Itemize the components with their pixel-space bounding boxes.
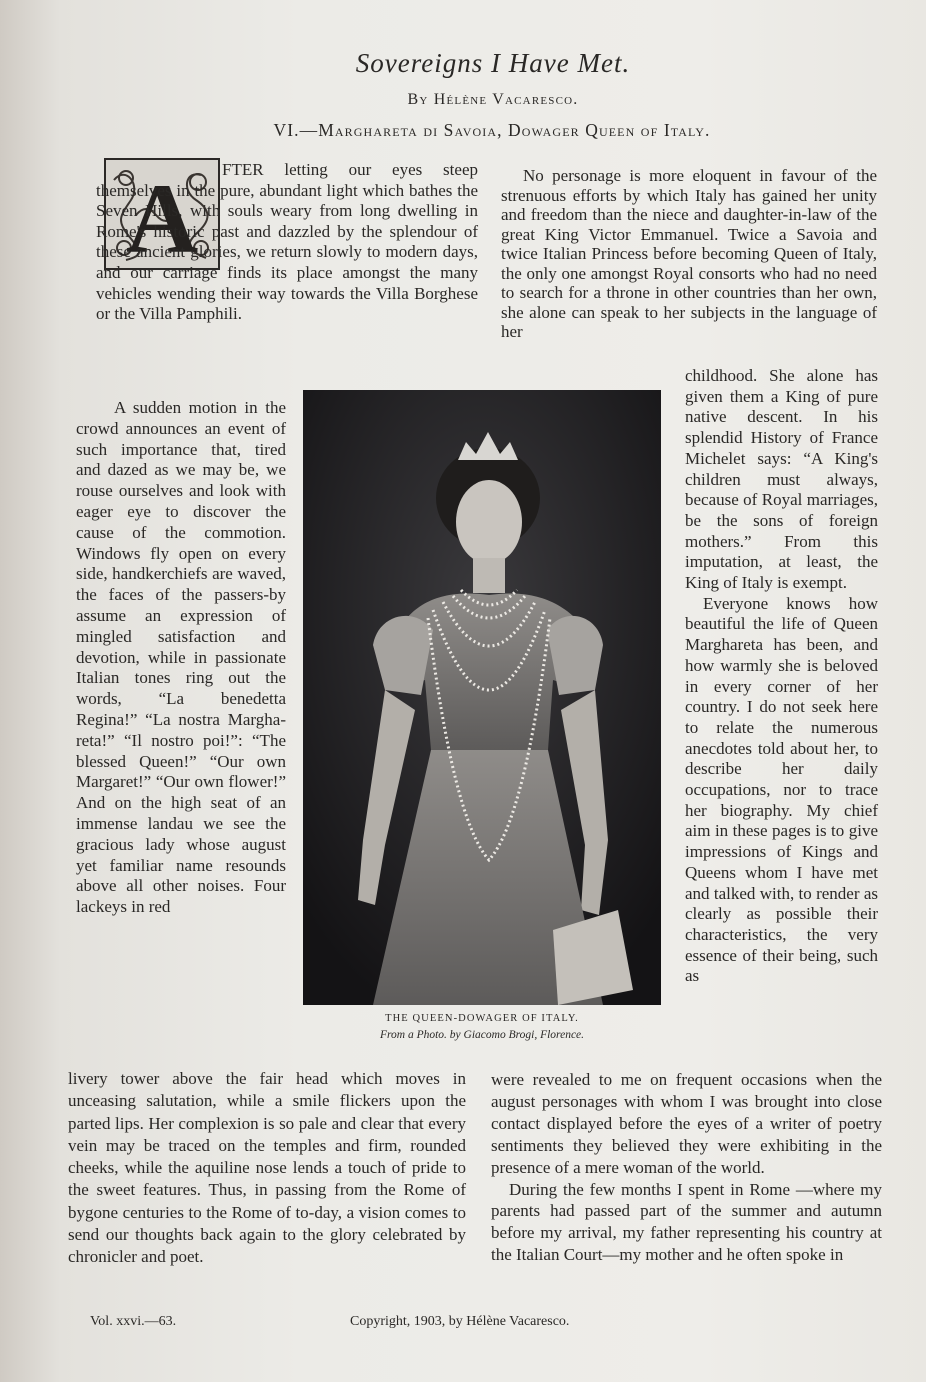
photo-credit: From a Photo. by Giacomo Brogi, Florence. <box>379 1029 585 1041</box>
article-subtitle: VI.—Marghareta di Savoia, Dowager Queen of Italy. <box>273 120 711 140</box>
paragraph-everyone: Everyone knows how beautiful the life of Queen Marghareta has been, and how warmly she is beloved in every corner of her country. I do not seek here to relate the numerous anecdotes told about her, to describe her daily occupations, nor to trace her biography. My chief aim in these pages is to give impressions of Kings and Queens whom I have met and talked with, to render as clearly as possible their characteristics, the very essence of their being, such as <box>685 593 878 986</box>
intro-paragraph: FTER letting our eyes steep themselves in the pure, abundant light which bathes the Seven Hills, with souls weary from long dwelling in Rome's historic past and dazzled by the splendour of these ancient glories, we return slowly to modern days, and our carriage finds its place amongst the many vehicles wending their way towards the Villa Borghese or the Villa Pamphili. <box>96 160 478 324</box>
col1-bottom-text <box>68 1068 466 1269</box>
col1-intro-text <box>96 160 478 325</box>
paragraph-crowd: A sudden motion in the crowd announces an event of such importance that, tired and dazed as we may be, we rouse ourselves and look with eager eye to discover the cause of the commotion. Windows fly open on every side, handkerchiefs are waved, the faces of the passers-by assume an expression of mingled satisfaction and devotion, while in passionate Italian tones ring out the words, “La benedetta Regina!” “La nostra Margha-reta!” “Il nostro poi!”: “The blessed Queen!” “Our own Margaret!” “Our own flower!” And on the high seat of an immense landau we see the gracious lady whose august yet familiar name resounds above all other noises. Four lackeys in red <box>76 398 286 917</box>
article-title: Sovereigns I Have Met. <box>355 48 631 78</box>
col2-top-text <box>501 166 877 342</box>
paragraph-rome-months: During the few months I spent in Rome —where my parents had passed part of the summer and autumn before my arrival, my father representing his country at the Italian Court—my mother and he often spoke in <box>491 1179 882 1265</box>
paragraph-livery: livery tower above the fair head which moves in unceasing salutation, while a smile flickers upon the parted lips. Her complexion is so pale and clear that every vein may be traced on the temples and firm, rounded cheeks, while the aquiline nose lends a touch of pride to the sweet features. Thus, in passing from the Rome of bygone centuries to the Rome of to-day, a vision comes to send our thoughts back again to the glory celebrated by chronicler and poet. <box>68 1069 466 1267</box>
dropcap-letter: A <box>125 163 199 268</box>
col2-bottom-text <box>491 1069 882 1266</box>
volume-number: Vol. xxvi.—63. <box>90 1314 177 1329</box>
paragraph-revealed: were revealed to me on frequent occasions when the august personages with whom I was brought into close contact displayed before the eyes of a writer of poetry sentiments they believed they were exhibiting in the presence of a mere woman of the world. <box>491 1070 882 1177</box>
article-byline: By Hélène Vacaresco. <box>407 91 579 108</box>
col1-narrow-text <box>76 398 286 918</box>
photo-caption: THE QUEEN-DOWAGER OF ITALY. <box>385 1013 579 1024</box>
copyright-notice: Copyright, 1903, by Hélène Vacaresco. <box>350 1314 570 1329</box>
queen-portrait-photo <box>303 390 661 1005</box>
col2-narrow-text <box>685 366 878 987</box>
paragraph-childhood: childhood. She alone has given them a King of pure native descent. In his splendid History of France Michelet says: “A King's children must always, because of Royal marriages, be the sons of foreign mothers.” From this imputation, at least, the King of Italy is exempt. <box>685 366 878 593</box>
paragraph-personage: No personage is more eloquent in favour of the strenuous efforts by which Italy has gained her unity and freedom than the niece and daughter-in-law of the great King Victor Emmanuel. Twice a Savoia and twice Italian Princess before becoming Queen of Italy, the only one amongst Royal consorts who had no need to search for a throne in other countries than her own, she alone can speak to her subjects in the language of her <box>501 166 877 341</box>
